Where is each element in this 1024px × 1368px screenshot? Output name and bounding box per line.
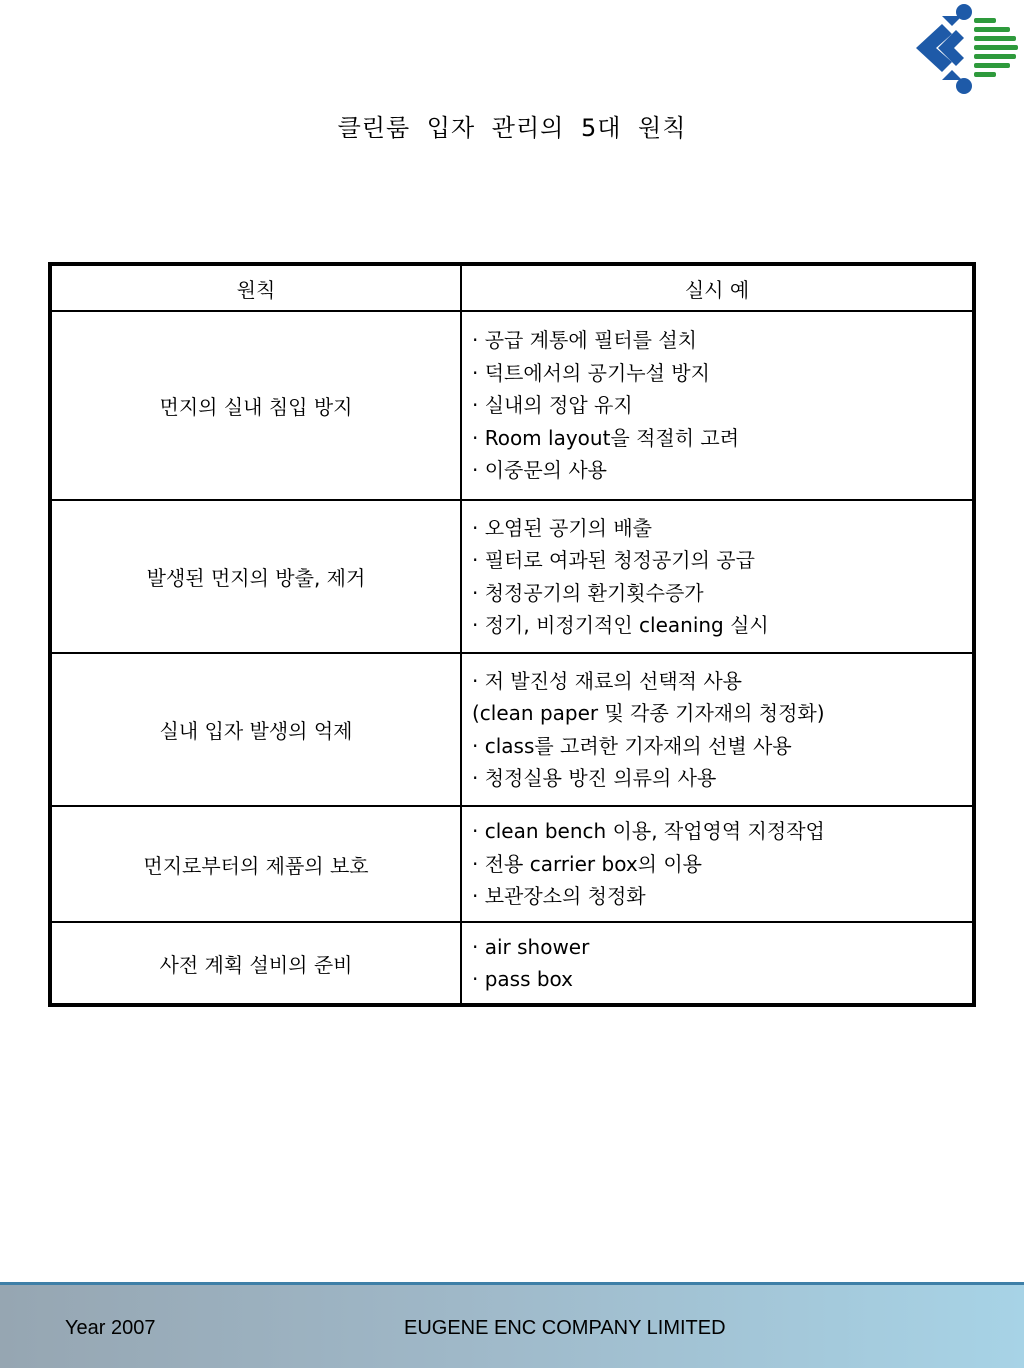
table-header-row (50, 264, 974, 311)
example-item: · 필터로 여과된 청정공기의 공급 (472, 548, 755, 572)
example-cell (461, 653, 974, 806)
example-item: · 실내의 정압 유지 (472, 393, 633, 418)
example-item: (clean paper 및 각종 기자재의 청정화) (472, 701, 825, 725)
example-item: · 오염된 공기의 배출 (472, 515, 652, 540)
example-item: · 정기, 비정기적인 cleaning 실시 (472, 613, 769, 637)
table-row (50, 311, 974, 500)
principle-cell: 먼지의 실내 침입 방지 (50, 311, 461, 500)
principles-table (48, 262, 976, 1007)
principle-cell: 발생된 먼지의 방출, 제거 (50, 500, 461, 653)
example-item: · clean bench 이용, 작업영역 지정작업 (472, 819, 825, 844)
example-item: · 저 발진성 재료의 선택적 사용 (472, 668, 742, 693)
table-row (50, 806, 974, 922)
principle-cell: 실내 입자 발생의 억제 (50, 653, 461, 806)
example-item: · 전용 carrier box의 이용 (472, 851, 702, 876)
example-cell (461, 311, 974, 500)
example-item: · 덕트에서의 공기누설 방지 (472, 360, 710, 385)
example-item: · Room layout을 적절히 고려 (472, 425, 740, 450)
example-cell (461, 922, 974, 1005)
principle-cell: 먼지로부터의 제품의 보호 (50, 806, 461, 922)
example-cell (461, 806, 974, 922)
company-logo (912, 0, 1020, 100)
table-row (50, 653, 974, 806)
column-header-principle: 원칙 (50, 264, 461, 311)
column-header-example: 실시 예 (461, 264, 974, 311)
example-item: · air shower (472, 934, 590, 959)
footer-company-name: EUGENE ENC COMPANY LIMITED (404, 1317, 726, 1339)
example-item: · pass box (472, 967, 574, 991)
table-row (50, 500, 974, 653)
example-item: · 보관장소의 청정화 (472, 884, 646, 909)
footer-year: Year 2007 (65, 1317, 156, 1339)
example-item: · class를 고려한 기자재의 선별 사용 (472, 733, 792, 758)
footer-bar (0, 1282, 1024, 1368)
example-item: · 이중문의 사용 (472, 458, 607, 483)
principle-cell: 사전 계획 설비의 준비 (50, 922, 461, 1005)
example-cell (461, 500, 974, 653)
table-row (50, 922, 974, 1005)
example-item: · 청정공기의 환기횟수증가 (472, 580, 704, 605)
example-item: · 공급 계통에 필터를 설치 (472, 328, 697, 353)
page-title: 클린룸 입자 관리의 5대 원칙 (337, 114, 687, 142)
example-item: · 청정실용 방진 의류의 사용 (472, 766, 717, 790)
